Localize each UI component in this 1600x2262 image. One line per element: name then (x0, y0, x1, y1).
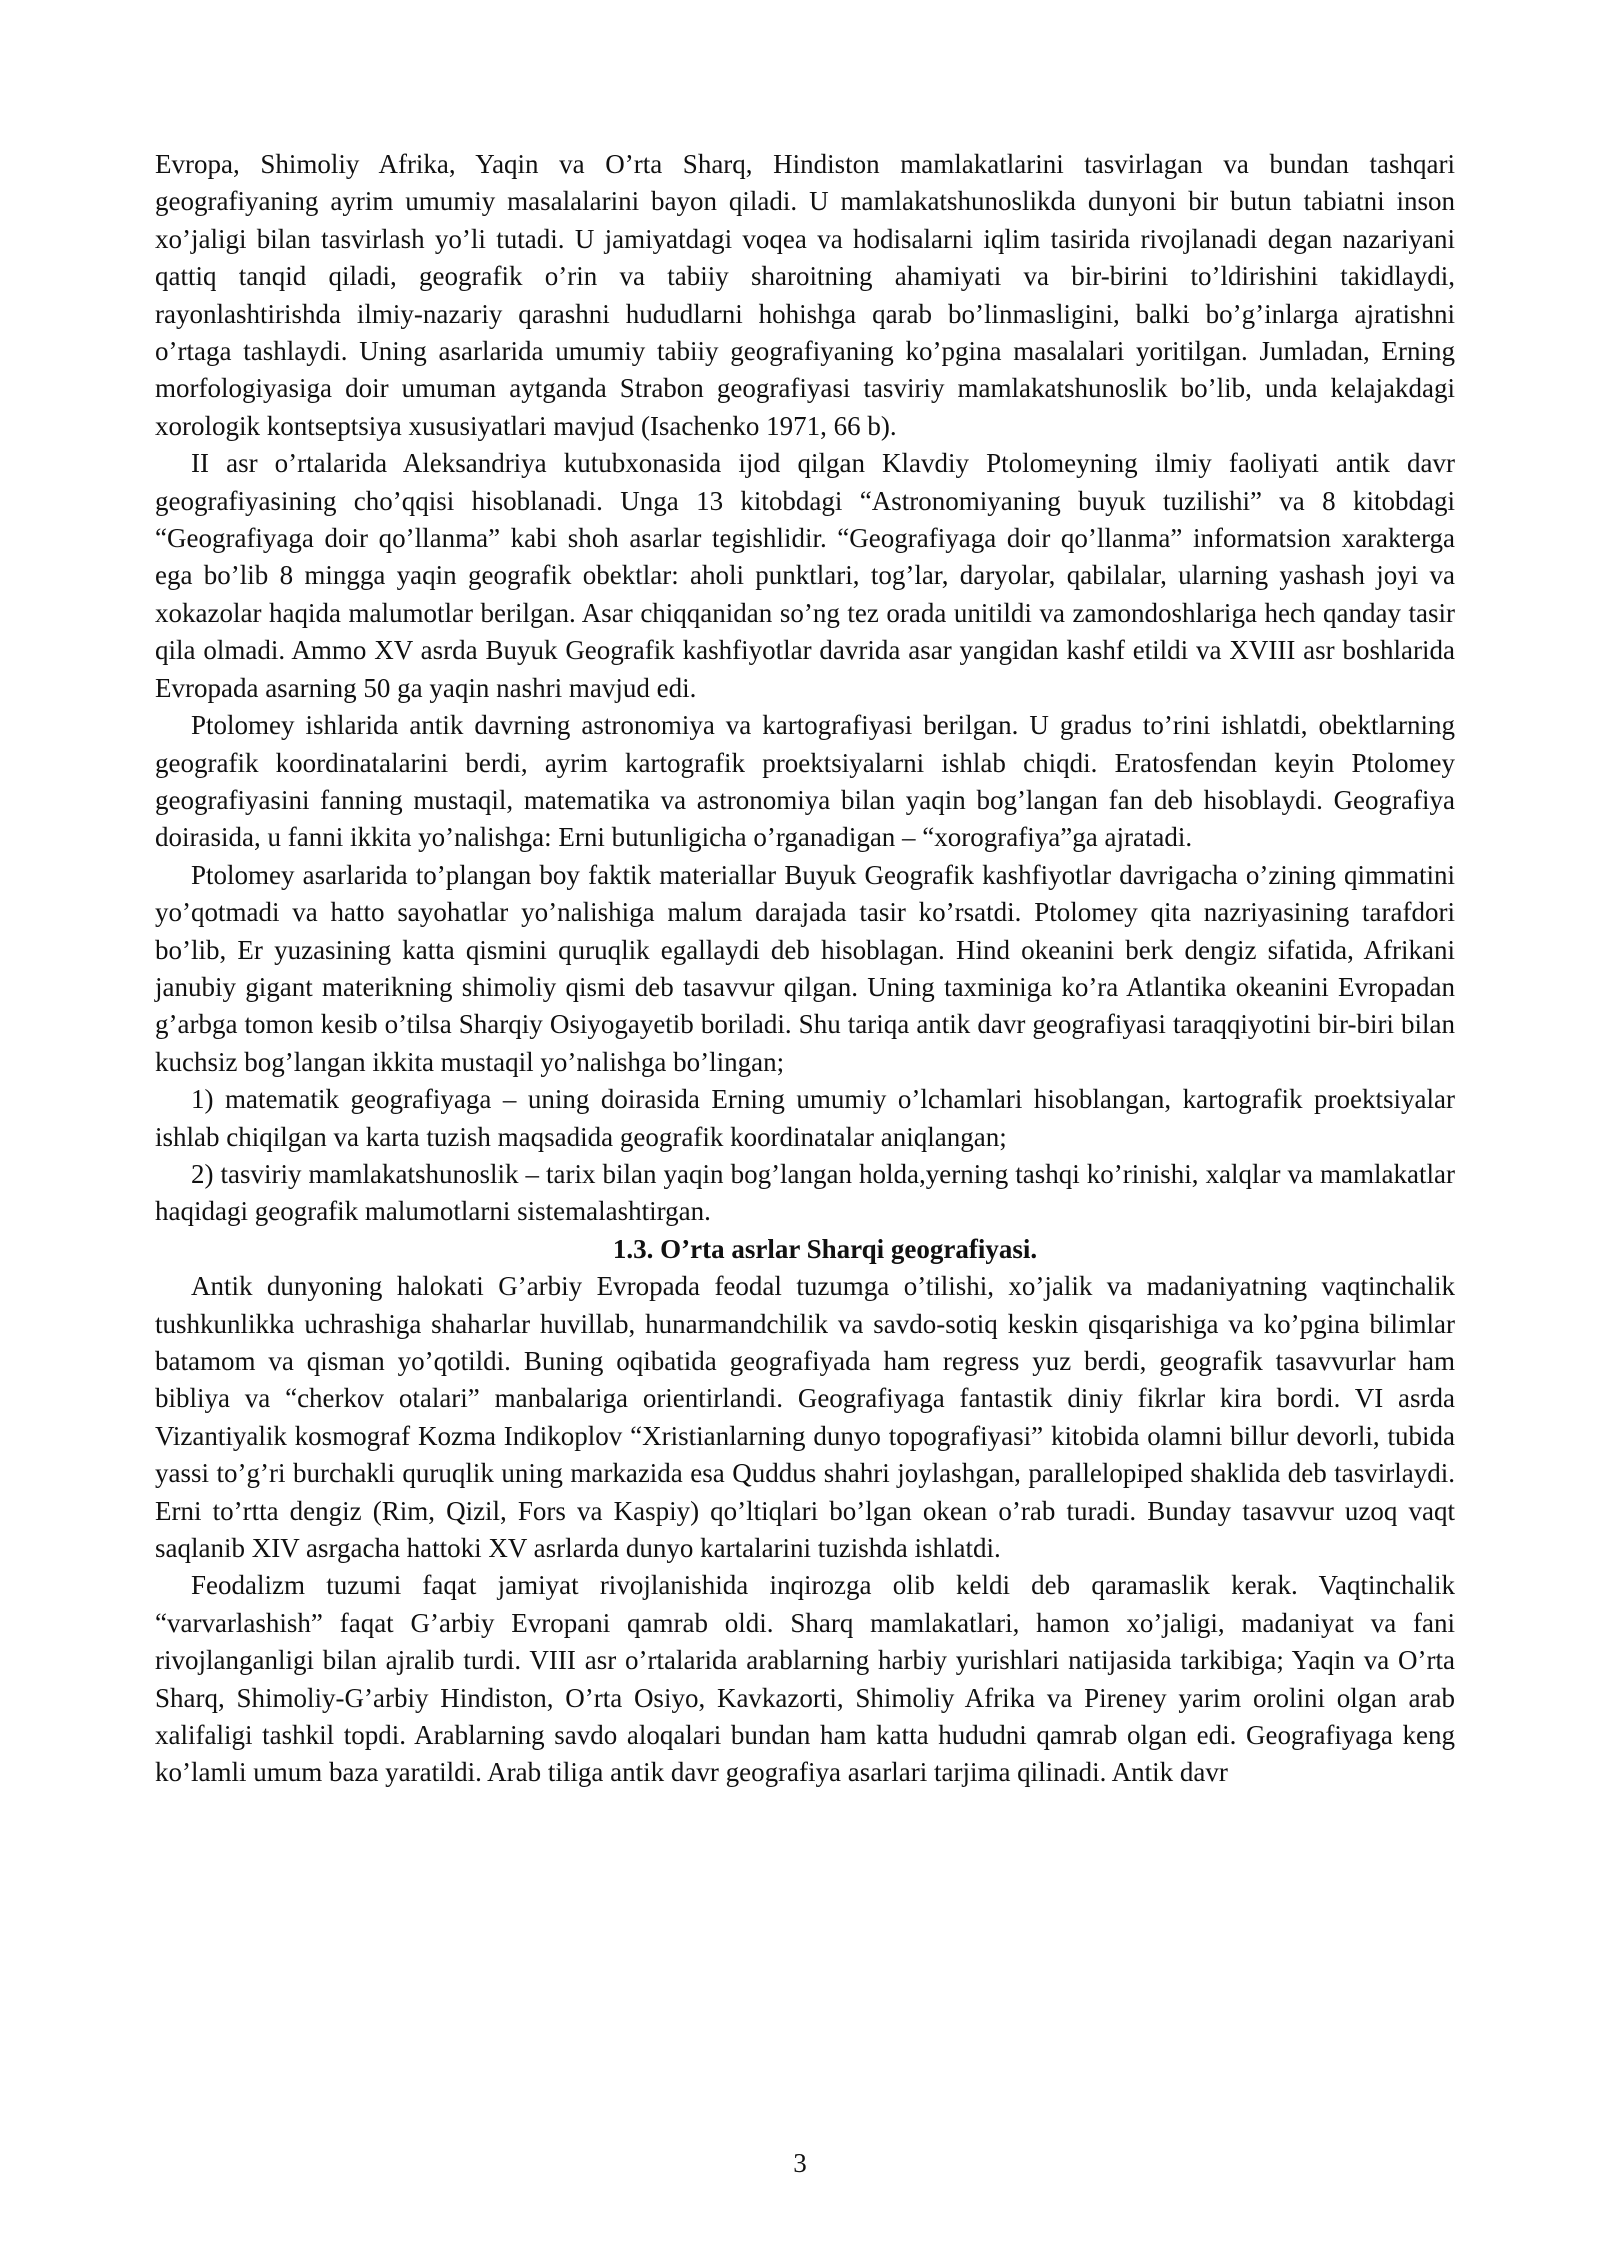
paragraph-antique-decline: Antik dunyoning halokati G’arbiy Evropada feodal tuzumga o’tilishi, xo’jalik va madaniyatning vaqtinchalik tushkunlikka uchrashiga shaharlar huvillab, hunarmandchilik va savdo-sotiq keskin qisqarishiga va ko’pgina bilimlar batamom va qisman yo’qotildi. Buning oqibatida geografiyada ham regress yuz berdi, geografik tasavvurlar ham bibliya va “cherkov otalari” manbalariga orientirlandi. Geografiyaga fantastik diniy fikrlar kira bordi. VI asrda Vizantiyalik kosmograf Kozma Indikoplov “Xristianlarning dunyo topografiyasi” kitobida olamni billur devorli, tubida yassi to’g’ri burchakli quruqlik uning markazida esa Quddus shahri joylashgan, parallelopiped shaklida deb tasvirlaydi. Erni to’rtta dengiz (Rim, Qizil, Fors va Kaspiy) qo’ltiqlari bo’lgan okean o’rab turadi. Bunday tasavvur uzoq vaqt saqlanib XIV asrgacha hattoki XV asrlarda dunyo kartalarini tuzishda ishlatdi. (155, 1271, 1455, 1564)
list-item-descriptive-geography: 2) tasviriy mamlakatshunoslik – tarix bilan yaqin bog’langan holda,yerning tashqi ko’rinishi, xalqlar va mamlakatlar haqidagi geografik malumotlarni sistemalashtirgan. (155, 1158, 1455, 1227)
paragraph-strabon: Evropa, Shimoliy Afrika, Yaqin va O’rta Sharq, Hindiston mamlakatlarini tasvirlagan va bundan tashqari geografiyaning ayrim umumiy masalalarini bayon qiladi. U mamlakatshunoslikda dunyoni bir butun tabiatni inson xo’jaligi bilan tasvirlash yo’li tutadi. U jamiyatdagi voqea va hodisalarni iqlim tasirida rivojlanadi degan nazariyani qattiq tanqid qiladi, geografik o’rin va tabiiy sharoitning ahamiyati va bir-birini to’ldirishini takidlaydi, rayonlashtirishda ilmiy-nazariy qarashni hududlarni hohishga qarab bo’linmasligini, balki bo’g’inlarga ajratishni o’rtaga tashlaydi. Uning asarlarida umumiy tabiiy geografiyaning ko’pgina masalalari yoritilgan. Jumladan, Erning morfologiyasiga doir umuman aytganda Strabon geografiyasi tasviriy mamlakatshunoslik bo’lib, unda kelajakdagi xorologik kontseptsiya xususiyatlari mavjud (Isachenko 1971, 66 b). (155, 149, 1455, 441)
section-heading: 1.3. O’rta asrlar Sharqi geografiyasi. (612, 1233, 1038, 1264)
document-page (155, 146, 1455, 1792)
paragraph-ptolomey-works: II asr o’rtalarida Aleksandriya kutubxonasida ijod qilgan Klavdiy Ptolomeyning ilmiy faoliyati antik davr geografiyasining cho’qqisi hisoblanadi. Unga 13 kitobdagi “Astronomiyaning buyuk tuzilishi” va 8 kitobdagi “Geografiyaga doir qo’llanma” kabi shoh asarlar tegishlidir. “Geografiyaga doir qo’llanma” informatsion xarakterga ega bo’lib 8 mingga yaqin geografik obektlar: aholi punktlari, tog’lar, daryolar, qabilalar, ularning yashash joyi va xokazolar haqida malumotlar berilgan. Asar chiqqanidan so’ng tez orada unitildi va zamondoshlariga hech qanday tasir qila olmadi. Ammo XV asrda Buyuk Geografik kashfiyotlar davrida asar yangidan kashf etildi va XVIII asr boshlarida Evropada asarning 50 ga yaqin nashri mavjud edi. (155, 448, 1455, 703)
paragraph-feudalism: Feodalizm tuzumi faqat jamiyat rivojlanishida inqirozga olib keldi deb qaramaslik kerak. Vaqtinchalik “varvarlashish” faqat G’arbiy Evropani qamrab oldi. Sharq mamlakatlari, hamon xo’jaligi, madaniyat va fani rivojlanganligi bilan ajralib turdi. VIII asr o’rtalarida arablarning harbiy yurishlari natijasida tarkibiga; Yaqin va O’rta Sharq, Shimoliy-G’arbiy Hindiston, O’rta Osiyo, Kavkazorti, Shimoliy Afrika va Pireney yarim orolini olgan arab xalifaligi tashkil topdi. Arablarning savdo aloqalari bundan ham katta hududni qamrab olgan edi. Geografiyaga keng ko’lamli umum baza yaratildi. Arab tiliga antik davr geografiya asarlari tarjima qilinadi. Antik davr (155, 1570, 1455, 1788)
paragraph-ptolomey-materials: Ptolomey asarlarida to’plangan boy faktik materiallar Buyuk Geografik kashfiyotlar davrigacha o’zining qimmatini yo’qotmadi va hatto sayohatlar yo’nalishiga malum darajada tasir ko’rsatdi. Ptolomey qita nazriyasining tarafdori bo’lib, Er yuzasining katta qismini quruqlik egallaydi deb hisoblagan. Hind okeanini berk dengiz sifatida, Afrikani janubiy gigant materikning shimoliy qismi deb tasavvur qilgan. Uning taxminiga ko’ra Atlantika okeanini Evropadan g’arbga tomon kesib o’tilsa Sharqiy Osiyogayetib boriladi. Shu tariqa antik davr geografiyasi taraqqiyotini bir-biri bilan kuchsiz bog’langan ikkita mustaqil yo’nalishga bo’lingan; (155, 859, 1455, 1077)
list-item-mathematical-geography: 1) matematik geografiyaga – uning doirasida Erning umumiy o’lchamlari hisoblangan, kartografik proektsiyalar ishlab chiqilgan va karta tuzish maqsadida geografik koordinatalar aniqlangan; (155, 1084, 1455, 1152)
paragraph-ptolomey-cartography: Ptolomey ishlarida antik davrning astronomiya va kartografiyasi berilgan. U gradus to’rini ishlatdi, obektlarning geografik koordinatalarini berdi, ayrim kartografik proektsiyalarni ishlab chiqdi. Eratosfendan keyin Ptolomey geografiyasini fanning mustaqil, matematika va astronomiya bilan yaqin bog’langan fan deb hisoblaydi. Geografiya doirasida, u fanni ikkita yo’nalishga: Erni butunligicha o’rganadigan – “xorografiya”ga ajratadi. (155, 710, 1455, 853)
page-number: 3 (793, 2148, 807, 2178)
